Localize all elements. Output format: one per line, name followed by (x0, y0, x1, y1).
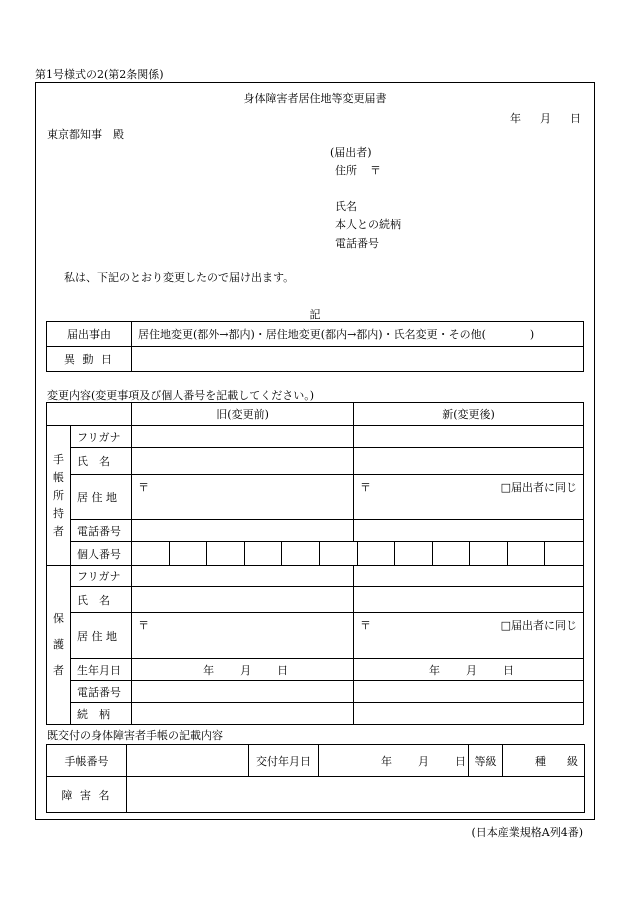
form-title: 身体障害者居住地等変更届書 (243, 92, 387, 105)
holder-furigana-label: フリガナ (71, 426, 132, 448)
guardian-relation-old[interactable] (132, 703, 354, 725)
holder-phone-new[interactable] (354, 520, 584, 542)
holder-label: 手帳所持者 (47, 426, 71, 566)
reason-options[interactable]: 居住地変更(都外→都内)・居住地変更(都内→都内)・氏名変更・その他( ) (132, 322, 584, 347)
old-header: 旧(変更前) (132, 403, 354, 426)
holder-residence-old[interactable] (132, 475, 354, 520)
holder-name-new[interactable] (354, 448, 584, 475)
guardian-residence-old[interactable] (132, 613, 354, 659)
holder-furigana-new[interactable] (354, 426, 584, 448)
mynumber-digit[interactable] (395, 542, 433, 566)
issue-date-label: 交付年月日 (249, 745, 319, 777)
holder-name-old[interactable] (132, 448, 354, 475)
form-number: 第1号様式の2(第2条関係) (35, 68, 164, 81)
guardian-phone-old[interactable] (132, 681, 354, 703)
move-date-field[interactable] (132, 347, 584, 372)
mynumber-digit[interactable] (545, 542, 584, 566)
new-header: 新(変更後) (354, 403, 584, 426)
footer-spec: (日本産業規格A列4番) (471, 826, 583, 839)
postal-mark: 〒 (138, 481, 150, 494)
book-number-field[interactable] (127, 745, 249, 777)
existing-table (46, 744, 585, 813)
holder-residence-label: 居 住 地 (71, 475, 132, 520)
mynumber-digit[interactable] (282, 542, 320, 566)
change-table (46, 402, 584, 725)
guardian-residence-label: 居 住 地 (71, 613, 132, 659)
issue-date-field[interactable]: 年 月 日 (319, 745, 469, 777)
disability-name-field[interactable] (127, 777, 585, 813)
notifier-address-label: 住所 (335, 164, 357, 177)
postal-mark: 〒 (138, 619, 150, 632)
holder-phone-old[interactable] (132, 520, 354, 542)
addressee: 東京都知事 殿 (47, 128, 124, 141)
mynumber-digit[interactable] (470, 542, 508, 566)
disability-name-label: 障 害 名 (47, 777, 127, 813)
holder-mynumber-label: 個人番号 (71, 542, 132, 566)
guardian-furigana-old[interactable] (132, 566, 354, 587)
mynumber-digit[interactable] (207, 542, 245, 566)
mynumber-digit[interactable] (432, 542, 470, 566)
guardian-name-label: 氏 名 (71, 587, 132, 613)
mynumber-digit[interactable] (507, 542, 545, 566)
postal-mark: 〒 (370, 164, 381, 177)
guardian-furigana-label: フリガナ (71, 566, 132, 587)
guardian-relation-new[interactable] (354, 703, 584, 725)
mynumber-digit[interactable] (132, 542, 170, 566)
guardian-residence-new[interactable] (354, 613, 584, 659)
same-as-notifier-checkbox[interactable]: □届出者に同じ (500, 481, 577, 494)
grade-field[interactable]: 種 級 (503, 745, 585, 777)
mynumber-digit[interactable] (244, 542, 282, 566)
guardian-name-new[interactable] (354, 587, 584, 613)
book-number-label: 手帳番号 (47, 745, 127, 777)
date-day: 日 (570, 112, 581, 125)
mynumber-digit[interactable] (357, 542, 395, 566)
guardian-name-old[interactable] (132, 587, 354, 613)
reason-table (46, 321, 584, 372)
same-as-notifier-checkbox[interactable]: □届出者に同じ (500, 619, 577, 632)
move-date-label: 異 動 日 (47, 347, 132, 372)
notifier-heading: (届出者) (330, 146, 372, 159)
reason-label: 届出事由 (47, 322, 132, 347)
ki-label: 記 (309, 308, 321, 321)
postal-mark: 〒 (360, 619, 372, 632)
date-year: 年 (510, 112, 521, 125)
guardian-birthdate-old[interactable]: 年 月 日 (132, 659, 354, 681)
notifier-phone-label: 電話番号 (335, 237, 379, 250)
existing-note: 既交付の身体障害者手帳の記載内容 (47, 729, 223, 742)
mynumber-digit[interactable] (319, 542, 357, 566)
holder-phone-label: 電話番号 (71, 520, 132, 542)
change-note: 変更内容(変更事項及び個人番号を記載してください。) (47, 389, 315, 402)
guardian-phone-new[interactable] (354, 681, 584, 703)
mynumber-digit[interactable] (169, 542, 207, 566)
holder-name-label: 氏 名 (71, 448, 132, 475)
postal-mark: 〒 (360, 481, 372, 494)
notifier-name-label: 氏名 (335, 200, 357, 213)
statement: 私は、下記のとおり変更したので届け出ます。 (64, 271, 295, 284)
guardian-furigana-new[interactable] (354, 566, 584, 587)
grade-label: 等級 (469, 745, 503, 777)
holder-furigana-old[interactable] (132, 426, 354, 448)
guardian-phone-label: 電話番号 (71, 681, 132, 703)
guardian-relation-label: 続 柄 (71, 703, 132, 725)
guardian-birthdate-label: 生年月日 (71, 659, 132, 681)
guardian-label: 保護者 (47, 566, 71, 725)
notifier-relation-label: 本人との続柄 (335, 218, 401, 231)
guardian-birthdate-new[interactable]: 年 月 日 (354, 659, 584, 681)
holder-residence-new[interactable] (354, 475, 584, 520)
date-month: 月 (540, 112, 551, 125)
